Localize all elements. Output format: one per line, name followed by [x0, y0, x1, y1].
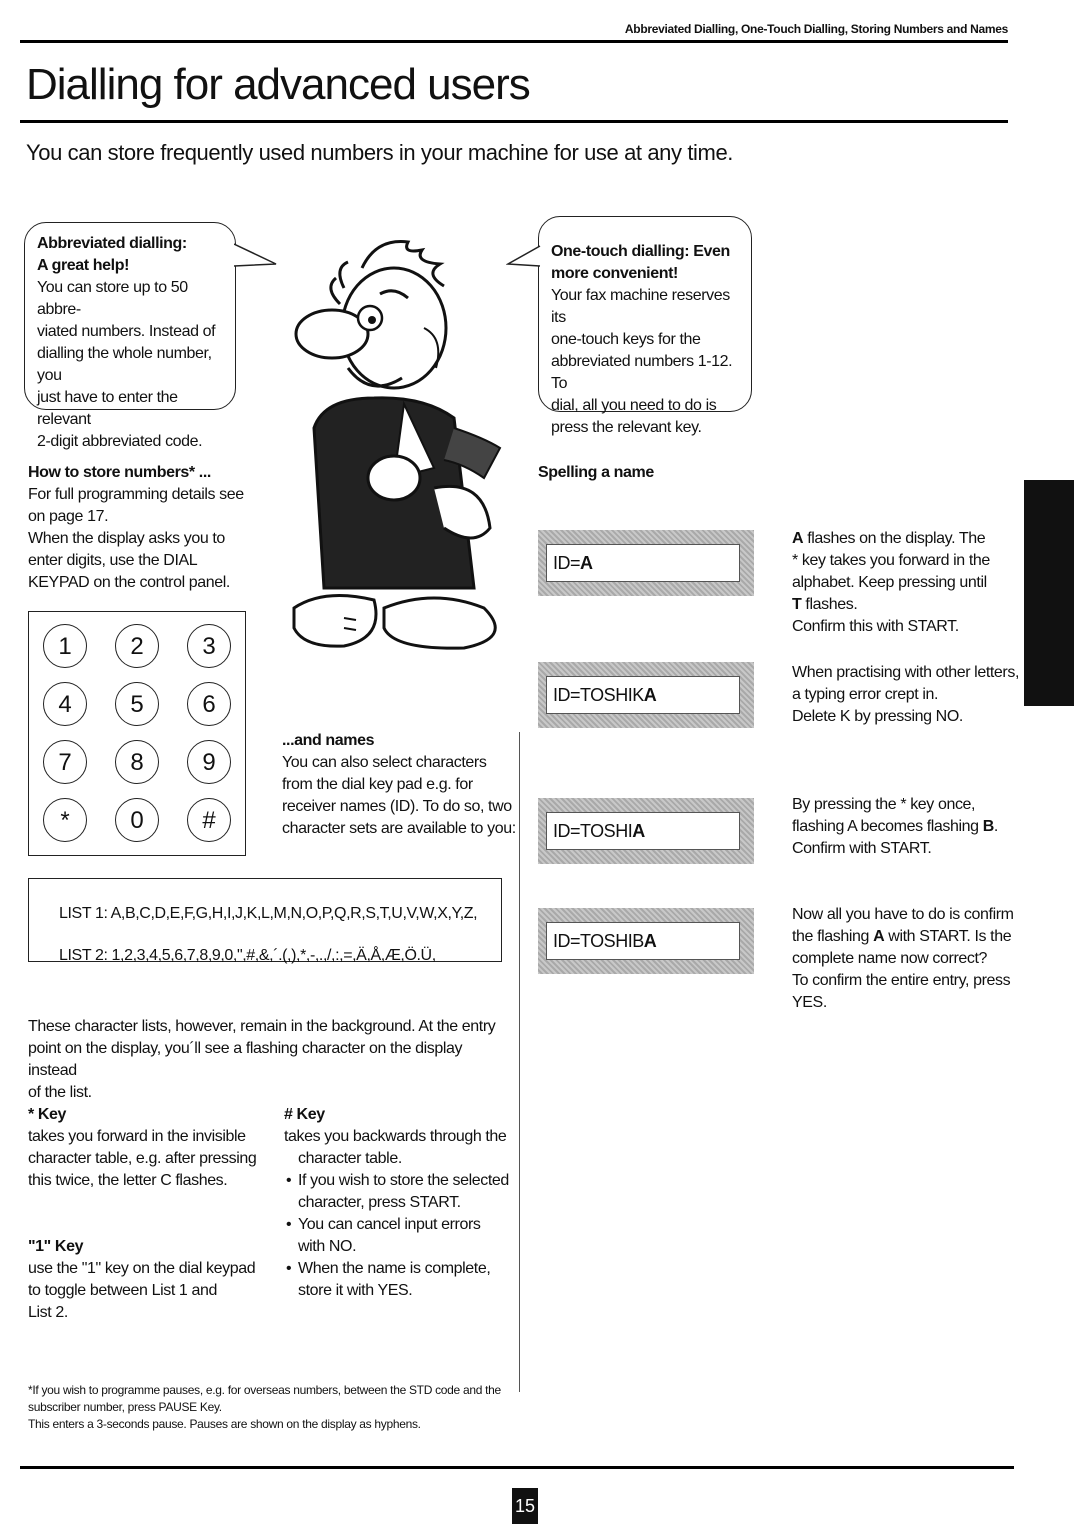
- lcd-text-1: ID=: [553, 553, 581, 573]
- header-rule-bottom: [20, 120, 1008, 123]
- bubble-right-line: one-touch keys for the: [551, 331, 701, 348]
- footnote-line: This enters a 3-seconds pause. Pauses are shown on the display as hyphens.: [28, 1417, 421, 1431]
- bubble-right-heading: One-touch dialling: Even: [551, 243, 730, 260]
- lcd-display-2: [538, 662, 754, 728]
- store-numbers-line: KEYPAD on the control panel.: [28, 574, 230, 591]
- spelling-step-3: [792, 794, 1022, 860]
- bubble-right-line: dial, all you need to do is: [551, 397, 717, 414]
- star-key-heading: * Key: [28, 1106, 67, 1123]
- hash-key-heading: # Key: [284, 1106, 325, 1123]
- step1-line: flashes.: [801, 596, 858, 613]
- one-key-line: use the "1" key on the dial keypad: [28, 1260, 256, 1277]
- one-key-section: [28, 1236, 268, 1324]
- step3-line: flashing A becomes flashing: [792, 818, 983, 835]
- lcd-flash-char-1: A: [580, 553, 593, 573]
- step3-line: Confirm with START.: [792, 840, 932, 857]
- step1-line: * key takes you forward in the: [792, 552, 990, 569]
- step1-bold-t: T: [792, 596, 802, 613]
- dial-keypad-illustration: [28, 611, 246, 856]
- bubble-right-line: abbreviated numbers 1-12. To: [551, 353, 733, 392]
- names-line: character sets are available to you:: [282, 820, 516, 837]
- hash-key-section: [284, 1104, 518, 1302]
- step4-line: complete name now correct?: [792, 950, 988, 967]
- store-numbers-line: For full programming details see: [28, 486, 244, 503]
- character-lists-box: [28, 878, 502, 962]
- hash-key-line: character table.: [298, 1150, 402, 1167]
- step1-line: flashes on the display. The: [803, 530, 986, 547]
- one-key-line: List 2.: [28, 1304, 68, 1321]
- step4-line: YES.: [792, 994, 827, 1011]
- footer-rule: [20, 1466, 1014, 1469]
- step1-bold-a: A: [792, 530, 804, 547]
- names-line: from the dial key pad e.g. for: [282, 776, 473, 793]
- hash-key-bullet: • You can cancel input errors with NO.: [284, 1214, 518, 1258]
- lcd-text-4: ID=TOSHIB: [553, 931, 644, 951]
- step3-line: By pressing the * key once,: [792, 796, 976, 813]
- keypad-key-8: 8: [115, 740, 159, 784]
- bubble-left-line: dialling the whole number, you: [37, 345, 212, 384]
- step3-bold-b: B: [982, 818, 994, 835]
- spelling-heading: Spelling a name: [538, 464, 654, 481]
- spelling-step-2: [792, 662, 1022, 728]
- abbreviated-dialling-bubble: [24, 222, 236, 450]
- bubble-right-line: press the relevant key.: [551, 419, 702, 436]
- star-key-line: takes you forward in the invisible: [28, 1128, 246, 1145]
- store-numbers-heading: How to store numbers* ...: [28, 464, 211, 481]
- spelling-step-1: [792, 528, 1022, 638]
- lcd-flash-char-4: A: [643, 931, 657, 951]
- step1-line: alphabet. Keep pressing until: [792, 574, 987, 591]
- lcd-text-2: ID=TOSHIK: [553, 685, 644, 705]
- keypad-key-hash: #: [187, 798, 231, 842]
- lcd-flash-char-2: A: [643, 685, 657, 705]
- bubble-left-subheading: A great help!: [37, 257, 129, 274]
- names-line: You can also select characters: [282, 754, 487, 771]
- footnote-line: *If you wish to programme pauses, e.g. for overseas numbers, between the STD code and the: [28, 1383, 501, 1397]
- background-note: [28, 1016, 508, 1104]
- bubble-left-line: You can store up to 50 abbre-: [37, 279, 188, 318]
- footnote-line: subscriber number, press PAUSE Key.: [28, 1400, 222, 1414]
- bubble-left-line: just have to enter the relevant: [37, 389, 178, 428]
- header-rule-top: [20, 40, 1008, 43]
- store-numbers-line: When the display asks you to: [28, 530, 225, 547]
- step4-bold-a: A: [873, 928, 885, 945]
- keypad-key-6: 6: [187, 682, 231, 726]
- step2-line: When practising with other letters,: [792, 664, 1019, 681]
- one-touch-dialling-bubble: [538, 216, 752, 436]
- column-divider: [519, 732, 520, 1392]
- step2-line: Delete K by pressing NO.: [792, 708, 963, 725]
- bubble-right-line: Your fax machine reserves its: [551, 287, 730, 326]
- lcd-display-3: [538, 798, 754, 864]
- step3-line: .: [993, 818, 998, 835]
- store-numbers-section: [28, 462, 268, 594]
- keypad-key-5: 5: [115, 682, 159, 726]
- background-note-line: These character lists, however, remain in the background. At the entry: [28, 1018, 496, 1035]
- background-note-line: point on the display, you´ll see a flashing character on the display instead: [28, 1040, 463, 1079]
- bubble-right-subheading: more convenient!: [551, 265, 678, 282]
- keypad-key-7: 7: [43, 740, 87, 784]
- bubble-left-line: viated numbers. Instead of: [37, 323, 216, 340]
- step4-line: To confirm the entire entry, press: [792, 972, 1011, 989]
- cartoon-man-illustration: [284, 228, 520, 668]
- keypad-key-2: 2: [115, 624, 159, 668]
- one-key-heading: "1" Key: [28, 1238, 84, 1255]
- star-key-line: this twice, the letter C flashes.: [28, 1172, 228, 1189]
- lcd-flash-char-3: A: [632, 821, 645, 841]
- keypad-key-star: *: [43, 798, 87, 842]
- character-list-1: LIST 1: A,B,C,D,E,F,G,H,I,J,K,L,M,N,O,P,Q,R,S,T,U,V,W,X,Y,Z,: [59, 905, 478, 922]
- step1-line: Confirm this with START.: [792, 618, 959, 635]
- page-title: Dialling for advanced users: [26, 60, 530, 109]
- store-numbers-line: on page 17.: [28, 508, 109, 525]
- star-key-section: [28, 1104, 268, 1192]
- lcd-display-4: [538, 908, 754, 974]
- step2-line: a typing error crept in.: [792, 686, 939, 703]
- names-line: receiver names (ID). To do so, two: [282, 798, 512, 815]
- bubble-left-line: 2-digit abbreviated code.: [37, 433, 203, 450]
- store-numbers-line: enter digits, use the DIAL: [28, 552, 198, 569]
- intro-text: You can store frequently used numbers in your machine for use at any time.: [26, 140, 733, 165]
- step4-line: the flashing: [792, 928, 874, 945]
- page-number: 15: [512, 1488, 538, 1524]
- names-heading: ...and names: [282, 732, 375, 749]
- one-key-line: to toggle between List 1 and: [28, 1282, 217, 1299]
- lcd-text-3: ID=TOSHI: [553, 821, 633, 841]
- footnote: [28, 1382, 518, 1433]
- keypad-key-1: 1: [43, 624, 87, 668]
- step4-line: with START. Is the: [884, 928, 1012, 945]
- keypad-key-9: 9: [187, 740, 231, 784]
- spelling-step-4: [792, 904, 1022, 1014]
- keypad-key-4: 4: [43, 682, 87, 726]
- hash-key-bullet: • When the name is complete, store it with YES.: [284, 1258, 518, 1302]
- bubble-left-tail: [234, 240, 278, 270]
- running-title: Abbreviated Dialling, One-Touch Dialling, Storing Numbers and Names: [624, 22, 1008, 36]
- keypad-key-0: 0: [115, 798, 159, 842]
- bubble-left-heading: Abbreviated dialling:: [37, 235, 187, 252]
- hash-key-line: takes you backwards through the: [284, 1128, 507, 1145]
- lcd-display-1: [538, 530, 754, 596]
- background-note-line: of the list.: [28, 1084, 92, 1101]
- character-list-2: LIST 2: 1,2,3,4,5,6,7,8,9,0,",#,&,´.(,),*,-,.,/,:,=,Ä,Å,Æ,Ö.Ü,: [59, 947, 436, 964]
- star-key-line: character table, e.g. after pressing: [28, 1150, 257, 1167]
- names-section: [282, 730, 518, 840]
- chapter-side-tab: [1024, 480, 1074, 706]
- hash-key-bullet: • If you wish to store the selected character, press START.: [284, 1170, 518, 1214]
- step4-line: Now all you have to do is confirm: [792, 906, 1014, 923]
- keypad-key-3: 3: [187, 624, 231, 668]
